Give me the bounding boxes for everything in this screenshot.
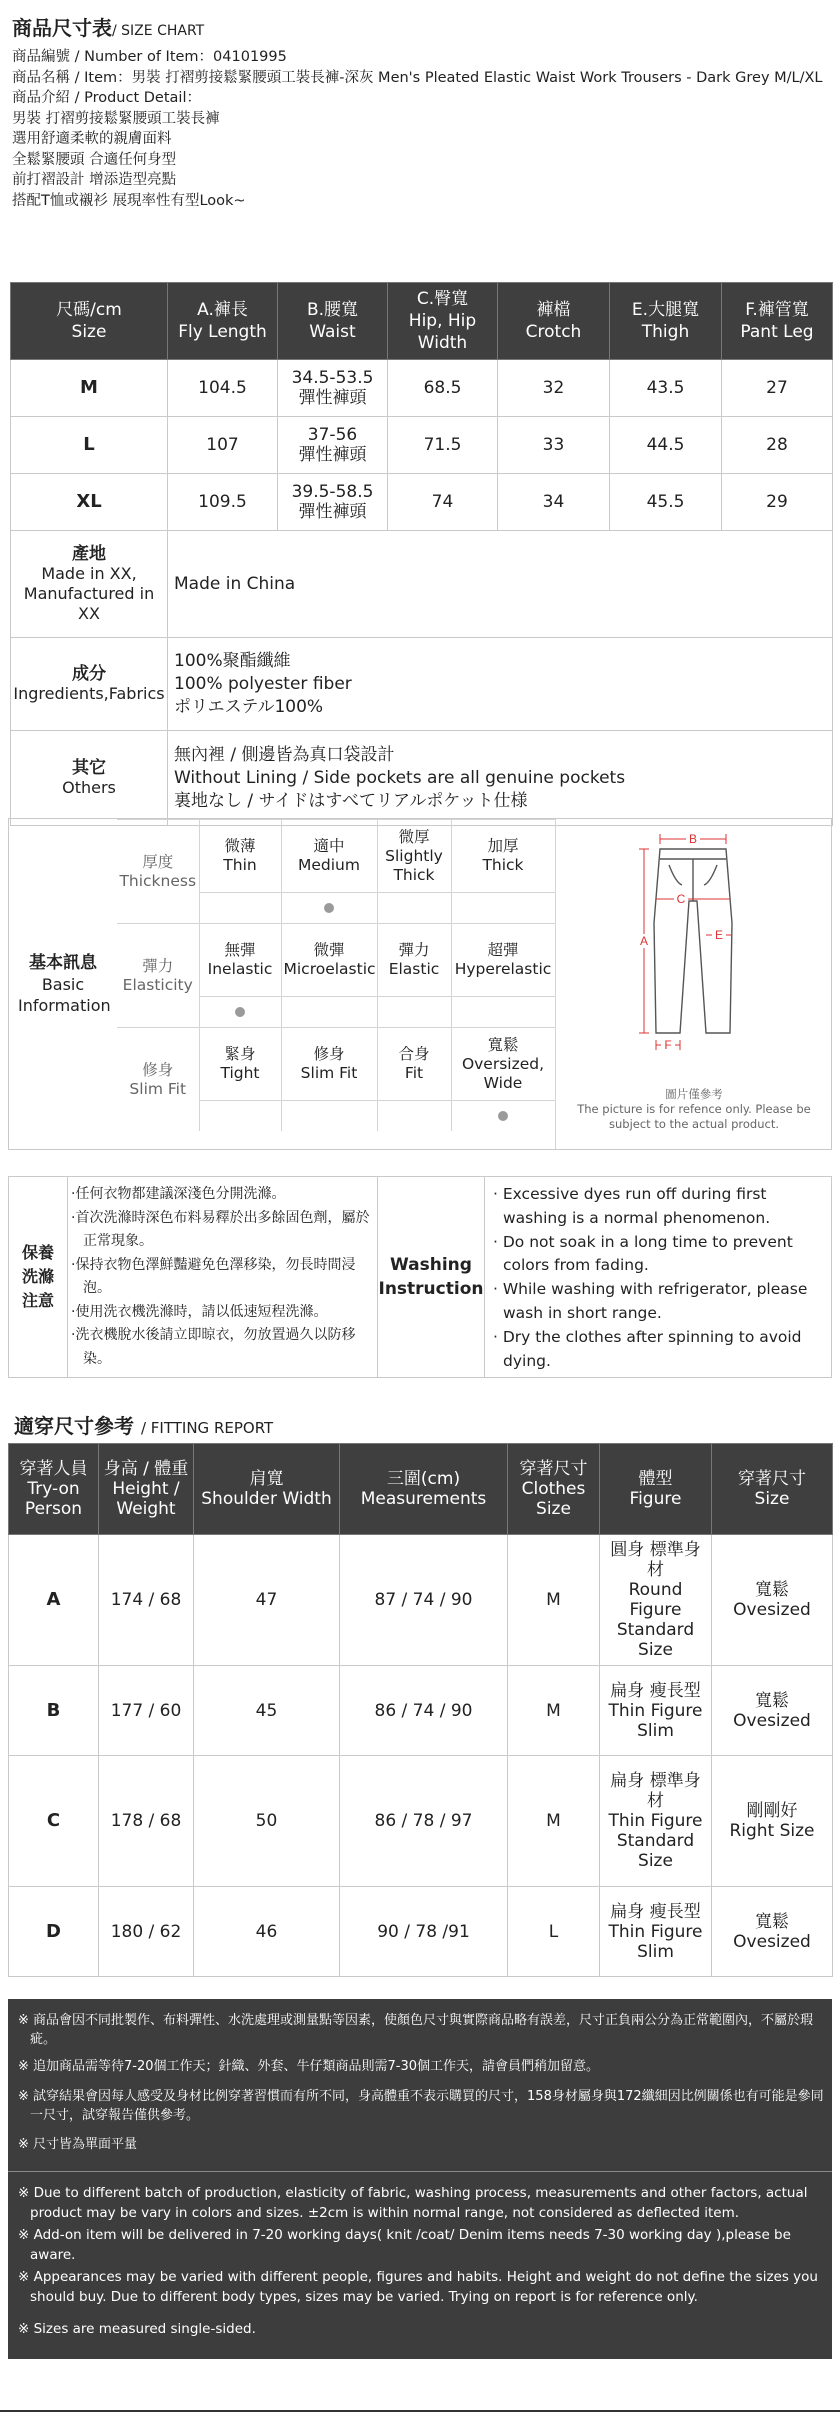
selection-cell xyxy=(199,893,281,924)
made-in-label: 產地 Made in XX, Manufactured in XX xyxy=(11,531,168,638)
made-in-row xyxy=(11,531,833,638)
selected-dot xyxy=(498,1111,508,1121)
washing-panel xyxy=(8,1176,832,1378)
note-en: ※ Sizes are measured single-sided. xyxy=(18,2321,256,2337)
person-cell: C xyxy=(9,1756,99,1887)
hip-cell: 68.5 xyxy=(388,360,498,417)
basic-info-label: 基本訊息 Basic Information xyxy=(18,952,111,1015)
header-shoulder: 肩寬 Shoulder Width xyxy=(194,1444,340,1535)
option-slim-fit: 修身 Slim Fit xyxy=(281,1028,377,1101)
selection-cell xyxy=(199,1101,281,1132)
ingredients-row xyxy=(11,638,833,731)
note-en: ※ Due to different batch of production, elasticity of fabric, washing process, measurements and other factors, actual product may be vary in colors and sizes. ±2cm is within normal range, not considered as deflected item. xyxy=(18,2185,808,2221)
measurements-cell: 87 / 74 / 90 xyxy=(340,1535,508,1666)
hip-cell: 71.5 xyxy=(388,417,498,474)
thickness-options xyxy=(117,820,555,893)
selection-cell xyxy=(377,1101,451,1132)
option-thick: 加厚 Thick xyxy=(451,820,555,893)
measurements-cell: 90 / 78 /91 xyxy=(340,1887,508,1977)
figure-cell: 扁身 瘦長型 Thin Figure Slim xyxy=(600,1666,712,1756)
measurements-cell: 86 / 78 / 97 xyxy=(340,1756,508,1887)
thigh-cell: 45.5 xyxy=(610,474,722,531)
option-microelastic: 微彈 Microelastic xyxy=(281,924,377,997)
others-value: 無內裡 / 側邊皆為真口袋設計 Without Lining / Side pockets are all genuine pockets 裏地なし / サイドはすべてリアルポケット仕様 xyxy=(168,731,833,826)
waist-cell: 39.5-58.5 彈性褲頭 xyxy=(278,474,388,531)
clothes-size-cell: M xyxy=(508,1666,600,1756)
selection-cell xyxy=(281,997,377,1028)
size-cell: XL xyxy=(11,474,168,531)
attribute-table xyxy=(117,819,556,1131)
size-cell: M xyxy=(11,360,168,417)
header-figure: 體型 Figure xyxy=(600,1444,712,1535)
product-detail-line: 搭配T恤或襯衫 展現率性有型Look~ xyxy=(12,192,246,209)
fit-options xyxy=(117,1028,555,1101)
item-name: 商品名稱 / Item：男裝 打褶剪接鬆緊腰頭工裝長褲-深灰 Men's Pleated Elastic Waist Work Trousers - Dark Grey M/L/XL xyxy=(12,69,823,86)
option-elastic: 彈力 Elastic xyxy=(377,924,451,997)
note-zh: ※ 追加商品需等待7-20個工作天；針織、外套、牛仔類商品則需7-30個工作天，請會員們稍加留意。 xyxy=(18,2059,600,2074)
care-label: 保養 洗滌 注意 xyxy=(9,1177,68,1377)
fit-size-cell: 寬鬆 Ovesized xyxy=(712,1666,833,1756)
product-info xyxy=(12,14,828,211)
size-chart-title-zh: 商品尺寸表 xyxy=(12,16,112,40)
clothes-size-cell: L xyxy=(508,1887,600,1977)
basic-info-panel xyxy=(8,818,832,1150)
figure-cell: 扁身 標準身材 Thin Figure Standard Size xyxy=(600,1756,712,1887)
option-thin: 微薄 Thin xyxy=(199,820,281,893)
crotch-cell: 33 xyxy=(498,417,610,474)
thigh-cell: 44.5 xyxy=(610,417,722,474)
selection-cell xyxy=(451,893,555,924)
size-row-l xyxy=(11,417,833,474)
option-inelastic: 無彈 Inelastic xyxy=(199,924,281,997)
note-zh: ※ 尺寸皆為單面平量 xyxy=(18,2137,138,2152)
product-detail-line: 前打褶設計 增添造型亮點 xyxy=(12,172,177,188)
person-cell: B xyxy=(9,1666,99,1756)
fly-length-cell: 104.5 xyxy=(168,360,278,417)
shoulder-cell: 46 xyxy=(194,1887,340,1977)
fit-size-cell: 剛剛好 Right Size xyxy=(712,1756,833,1887)
header-hip: C.臀寬 Hip, Hip Width xyxy=(388,283,498,360)
option-hyperelastic: 超彈 Hyperelastic xyxy=(451,924,555,997)
header-height-weight: 身高 / 體重 Height / Weight xyxy=(99,1444,194,1535)
fitting-report-title: 適穿尺寸參考 / FITTING REPORT xyxy=(14,1414,274,1438)
clothes-size-cell: M xyxy=(508,1756,600,1887)
pant-leg-cell: 27 xyxy=(722,360,833,417)
option-tight: 緊身 Tight xyxy=(199,1028,281,1101)
height-weight-cell: 177 / 60 xyxy=(99,1666,194,1756)
fitting-row-a xyxy=(9,1535,833,1666)
size-row-m xyxy=(11,360,833,417)
selected-dot xyxy=(235,1007,245,1017)
label-e: E xyxy=(714,928,724,942)
washing-instruction-label: Washing Instruction xyxy=(377,1177,485,1377)
label-a: A xyxy=(639,934,649,948)
figure-caption: 圖片僅參考 The picture is for refence only. Please be subject to the actual product. xyxy=(577,1087,811,1131)
fitting-row-d xyxy=(9,1887,833,1977)
label-c: C xyxy=(676,892,686,906)
header-crotch: 褲檔 Crotch xyxy=(498,283,610,360)
selection-cell xyxy=(377,893,451,924)
selection-cell xyxy=(451,997,555,1028)
hip-cell: 74 xyxy=(388,474,498,531)
header-size: 尺碼/cm Size xyxy=(11,283,168,360)
shoulder-cell: 50 xyxy=(194,1756,340,1887)
selection-cell xyxy=(451,1101,555,1132)
label-f: F xyxy=(664,1038,672,1052)
thigh-cell: 43.5 xyxy=(610,360,722,417)
made-in-value: Made in China xyxy=(168,531,833,638)
pant-leg-cell: 28 xyxy=(722,417,833,474)
option-medium: 適中 Medium xyxy=(281,820,377,893)
note-en: ※ Add-on item will be delivered in 7-20 working days( knit /coat/ Denim items needs 7-30 working day ),please be aware. xyxy=(18,2227,791,2263)
person-cell: D xyxy=(9,1887,99,1977)
height-weight-cell: 174 / 68 xyxy=(99,1535,194,1666)
product-detail-line: 選用舒適柔軟的親膚面料 xyxy=(12,131,172,147)
elasticity-label: 彈力 Elasticity xyxy=(117,924,199,1028)
ingredients-value: 100%聚酯纖維 100% polyester fiber ポリエステル100% xyxy=(168,638,833,731)
waist-cell: 34.5-53.5 彈性褲頭 xyxy=(278,360,388,417)
selection-cell xyxy=(281,893,377,924)
person-cell: A xyxy=(9,1535,99,1666)
bottom-rule xyxy=(0,2410,840,2412)
option-fit: 合身 Fit xyxy=(377,1028,451,1101)
header-pant-leg: F.褲管寬 Pant Leg xyxy=(722,283,833,360)
note-en: ※ Appearances may be varied with different people, figures and habits. Height and weight do not define the sizes you should buy. Due to different body types, sizes may be varied. Trying on report is for reference only. xyxy=(18,2269,818,2305)
label-b: B xyxy=(688,832,698,846)
selection-cell xyxy=(281,1101,377,1132)
product-detail-line: 全鬆緊腰頭 合適任何身型 xyxy=(12,151,177,168)
header-waist: B.腰寬 Waist xyxy=(278,283,388,360)
selected-dot xyxy=(324,903,334,913)
elasticity-options xyxy=(117,924,555,997)
product-detail-label: 商品介紹 / Product Detail： xyxy=(12,90,201,106)
crotch-cell: 34 xyxy=(498,474,610,531)
note-zh: ※ 商品會因不同批製作、布料彈性、水洗處理或測量點等因素，使顏色尺寸與實際商品略有誤差，尺寸正負兩公分為正常範圍內，不屬於瑕疵。 xyxy=(18,2013,814,2047)
notes-divider xyxy=(8,2171,832,2172)
header-fit-size: 穿著尺寸 Size xyxy=(712,1444,833,1535)
waist-cell: 37-56 彈性褲頭 xyxy=(278,417,388,474)
washing-instructions-en: · Excessive dyes run off during first washing is a normal phenomenon. · Do not soak in a long time to prevent colors from fading. · While washing with refrigerator, please wash in short range. · Dry the clothes after spinning to avoid dying. xyxy=(493,1185,808,1370)
fitting-table-header xyxy=(9,1444,833,1535)
product-detail-line: 男裝 打褶剪接鬆緊腰頭工裝長褲 xyxy=(12,110,220,127)
size-table xyxy=(10,282,833,826)
shoulder-cell: 47 xyxy=(194,1535,340,1666)
fitting-row-c xyxy=(9,1756,833,1887)
fitting-row-b xyxy=(9,1666,833,1756)
crotch-cell: 32 xyxy=(498,360,610,417)
selection-cell xyxy=(377,997,451,1028)
option-slightly-thick: 微厚 Slightly Thick xyxy=(377,820,451,893)
fit-size-cell: 寬鬆 Ovesized xyxy=(712,1887,833,1977)
item-number: 商品編號 / Number of Item：04101995 xyxy=(12,49,287,65)
measurement-figure xyxy=(555,819,832,1149)
option-oversized: 寬鬆 Oversized, Wide xyxy=(451,1028,555,1101)
measurements-cell: 86 / 74 / 90 xyxy=(340,1666,508,1756)
note-zh: ※ 試穿結果會因每人感受及身材比例穿著習慣而有所不同，身高體重不表示購買的尺寸，158身材屬身與172纖細因比例關係也有可能是參同一尺寸，試穿報告僅供參考。 xyxy=(18,2089,824,2123)
header-thigh: E.大腿寬 Thigh xyxy=(610,283,722,360)
size-chart-title xyxy=(12,14,828,45)
washing-instructions-zh: ·任何衣物都建議深淺色分開洗滌。 ·首次洗滌時深色布料易釋於出多餘固色劑，屬於正常現象。 ·保持衣物色澤鮮豔避免色澤移染，勿長時間浸泡。 ·使用洗衣機洗滌時，請以低速短程洗滌。 ·洗衣機脫水後請立即晾衣，勿放置過久以防移染。 xyxy=(71,1186,370,1367)
thickness-label: 厚度 Thickness xyxy=(117,820,199,924)
shoulder-cell: 45 xyxy=(194,1666,340,1756)
header-clothes-size: 穿著尺寸 Clothes Size xyxy=(508,1444,600,1535)
pant-leg-cell: 29 xyxy=(722,474,833,531)
header-measurements: 三圍(cm) Measurements xyxy=(340,1444,508,1535)
others-label: 其它 Others xyxy=(11,731,168,826)
fly-length-cell: 109.5 xyxy=(168,474,278,531)
height-weight-cell: 178 / 68 xyxy=(99,1756,194,1887)
fly-length-cell: 107 xyxy=(168,417,278,474)
figure-cell: 圓身 標準身材 Round Figure Standard Size xyxy=(600,1535,712,1666)
header-fly-length: A.褲長 Fly Length xyxy=(168,283,278,360)
notes-box xyxy=(8,1999,832,2359)
fit-label: 修身 Slim Fit xyxy=(117,1028,199,1132)
fit-size-cell: 寬鬆 Ovesized xyxy=(712,1535,833,1666)
header-person: 穿著人員 Try-on Person xyxy=(9,1444,99,1535)
height-weight-cell: 180 / 62 xyxy=(99,1887,194,1977)
ingredients-label: 成分 Ingredients,Fabrics xyxy=(11,638,168,731)
selection-cell xyxy=(199,997,281,1028)
trousers-diagram xyxy=(556,819,832,1081)
size-cell: L xyxy=(11,417,168,474)
size-table-header xyxy=(11,283,833,360)
size-chart-title-en: / SIZE CHART xyxy=(112,23,205,39)
others-row xyxy=(11,731,833,826)
size-row-xl xyxy=(11,474,833,531)
figure-cell: 扁身 瘦長型 Thin Figure Slim xyxy=(600,1887,712,1977)
fitting-table xyxy=(8,1443,833,1977)
clothes-size-cell: M xyxy=(508,1535,600,1666)
